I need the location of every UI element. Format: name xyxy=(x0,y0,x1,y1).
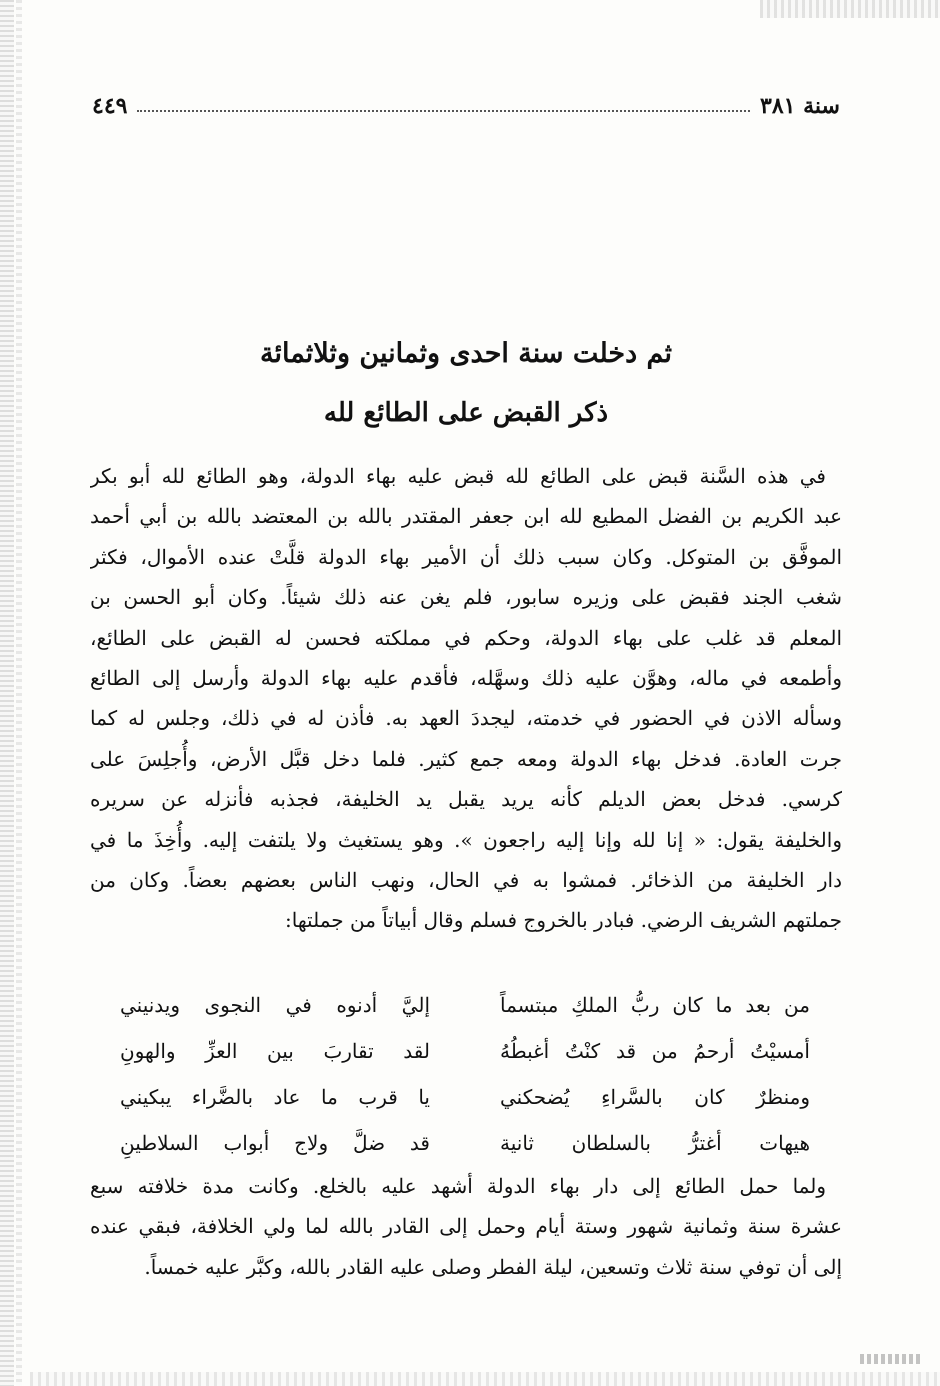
verse-second-hemistich: قد ضلَّ ولاج أبواب السلاطينِ xyxy=(120,1131,430,1155)
text-line: عشرة سنة وثمانية شهور وستة أيام وحمل إلى القادر بالله لما ولي الخلافة، فبقي عنده xyxy=(90,1214,842,1239)
verse-second-hemistich: لقد تقاربَ بين العزِّ والهونِ xyxy=(120,1039,430,1063)
text-line: الموفَّق بن المتوكل. وكان سبب ذلك أن الأمير بهاء الدولة قلَّتْ عنده الأموال، فكثر xyxy=(90,544,842,569)
page-edge-left xyxy=(0,0,14,1386)
text-line: شغب الجند فقبض على وزيره سابور، فلم يغن عنه ذلك شيئاً. وكان أبو الحسن بن xyxy=(90,585,842,610)
section-title: ذكر القبض على الطائع لله xyxy=(323,398,609,428)
text-line: ولما حمل الطائع إلى دار بهاء الدولة أشهد عليه بالخلع. وكانت مدة خلافته سبع xyxy=(90,1174,827,1198)
verse-first-hemistich: هيهات أغترُّ بالسلطان ثانية xyxy=(500,1131,810,1155)
text-line: والخليفة يقول: « إنا لله وإنا إليه راجعون ». وهو يستغيث ولا يلتفت إليه. وأُخِذَ ما في xyxy=(90,827,842,852)
page-edge-top xyxy=(760,0,940,18)
verse-second-hemistich: إليَّ أدنوه في النجوى ويدنيني xyxy=(120,993,430,1017)
text-line: جملتهم الشريف الرضي. فبادر بالخروج فسلم وقال أبياتاً من جملتها: xyxy=(284,908,842,933)
poem-verse xyxy=(120,1028,810,1074)
paragraph-1 xyxy=(90,456,842,941)
text-line: وسأله الاذن في الحضور في خدمته، ليجددَ العهد به. فأذن له في ذلك، وجلس له كما xyxy=(90,706,842,731)
page-edge-bottom xyxy=(30,1372,940,1386)
text-line: جرت العادة. فدخل بهاء الدولة ومعه جمع كثير. فلما دخل قبَّل الأرض، وأُجلِسَ على xyxy=(90,746,842,771)
paragraph-2 xyxy=(90,1166,842,1287)
verse-first-hemistich: أمسيْتُ أرحمُ من قد كنْتُ أغبطُهُ xyxy=(500,1039,810,1063)
header-year: سنة ٣٨١ xyxy=(760,93,840,119)
text-line: دار الخليفة من الذخائر. فمشوا به في الحال، ونهب الناس بعضهم بعضاً. وكان من xyxy=(90,868,842,893)
running-header xyxy=(92,88,840,124)
page-number: ٤٤٩ xyxy=(92,93,128,119)
poem-verse xyxy=(120,1074,810,1120)
poem-verse xyxy=(120,982,810,1028)
page-edge-left-inner xyxy=(16,0,22,1386)
verse-first-hemistich: ومنظرٌ كان بالسَّراءِ يُضحكني xyxy=(500,1085,810,1109)
text-line: وأطمعه في ماله، وهوَّن عليه ذلك وسهَّله، فأقدم عليه بهاء الدولة وأرسل إلى الطائع xyxy=(90,666,842,691)
text-line: عبد الكريم بن الفضل المطيع لله ابن جعفر المقتدر بالله بن المعتضد بالله بن أبي أحمد xyxy=(90,504,842,529)
text-line: في هذه السَّنة قبض على الطائع لله قبض عليه بهاء الدولة، وهو الطائع لله أبو بكر xyxy=(90,464,826,488)
scan-mark xyxy=(860,1354,920,1364)
text-line: إلى أن توفي سنة ثلاث وتسعين، ليلة الفطر وصلى عليه القادر بالله، وكبَّر عليه خمساً. xyxy=(144,1254,842,1279)
poem-verse xyxy=(120,1120,810,1166)
text-line: كرسي. فدخل بعض الديلم كأنه يريد يقبل يد الخليفة، فجذبه فأنزله عن سريره xyxy=(90,787,842,812)
verse-first-hemistich: من بعد ما كان ربُّ الملكِ مبتسماً xyxy=(500,993,810,1017)
verse-second-hemistich: يا قرب ما عاد بالضَّراء يبكيني xyxy=(120,1085,430,1109)
poem xyxy=(120,982,810,1166)
chapter-title: ثم دخلت سنة احدى وثمانين وثلاثمائة xyxy=(259,338,672,369)
text-line: المعلم قد غلب على بهاء الدولة، وحكم في مملكته فحسن له القبض على الطائع، xyxy=(90,625,842,650)
header-dot-leader xyxy=(137,110,750,112)
